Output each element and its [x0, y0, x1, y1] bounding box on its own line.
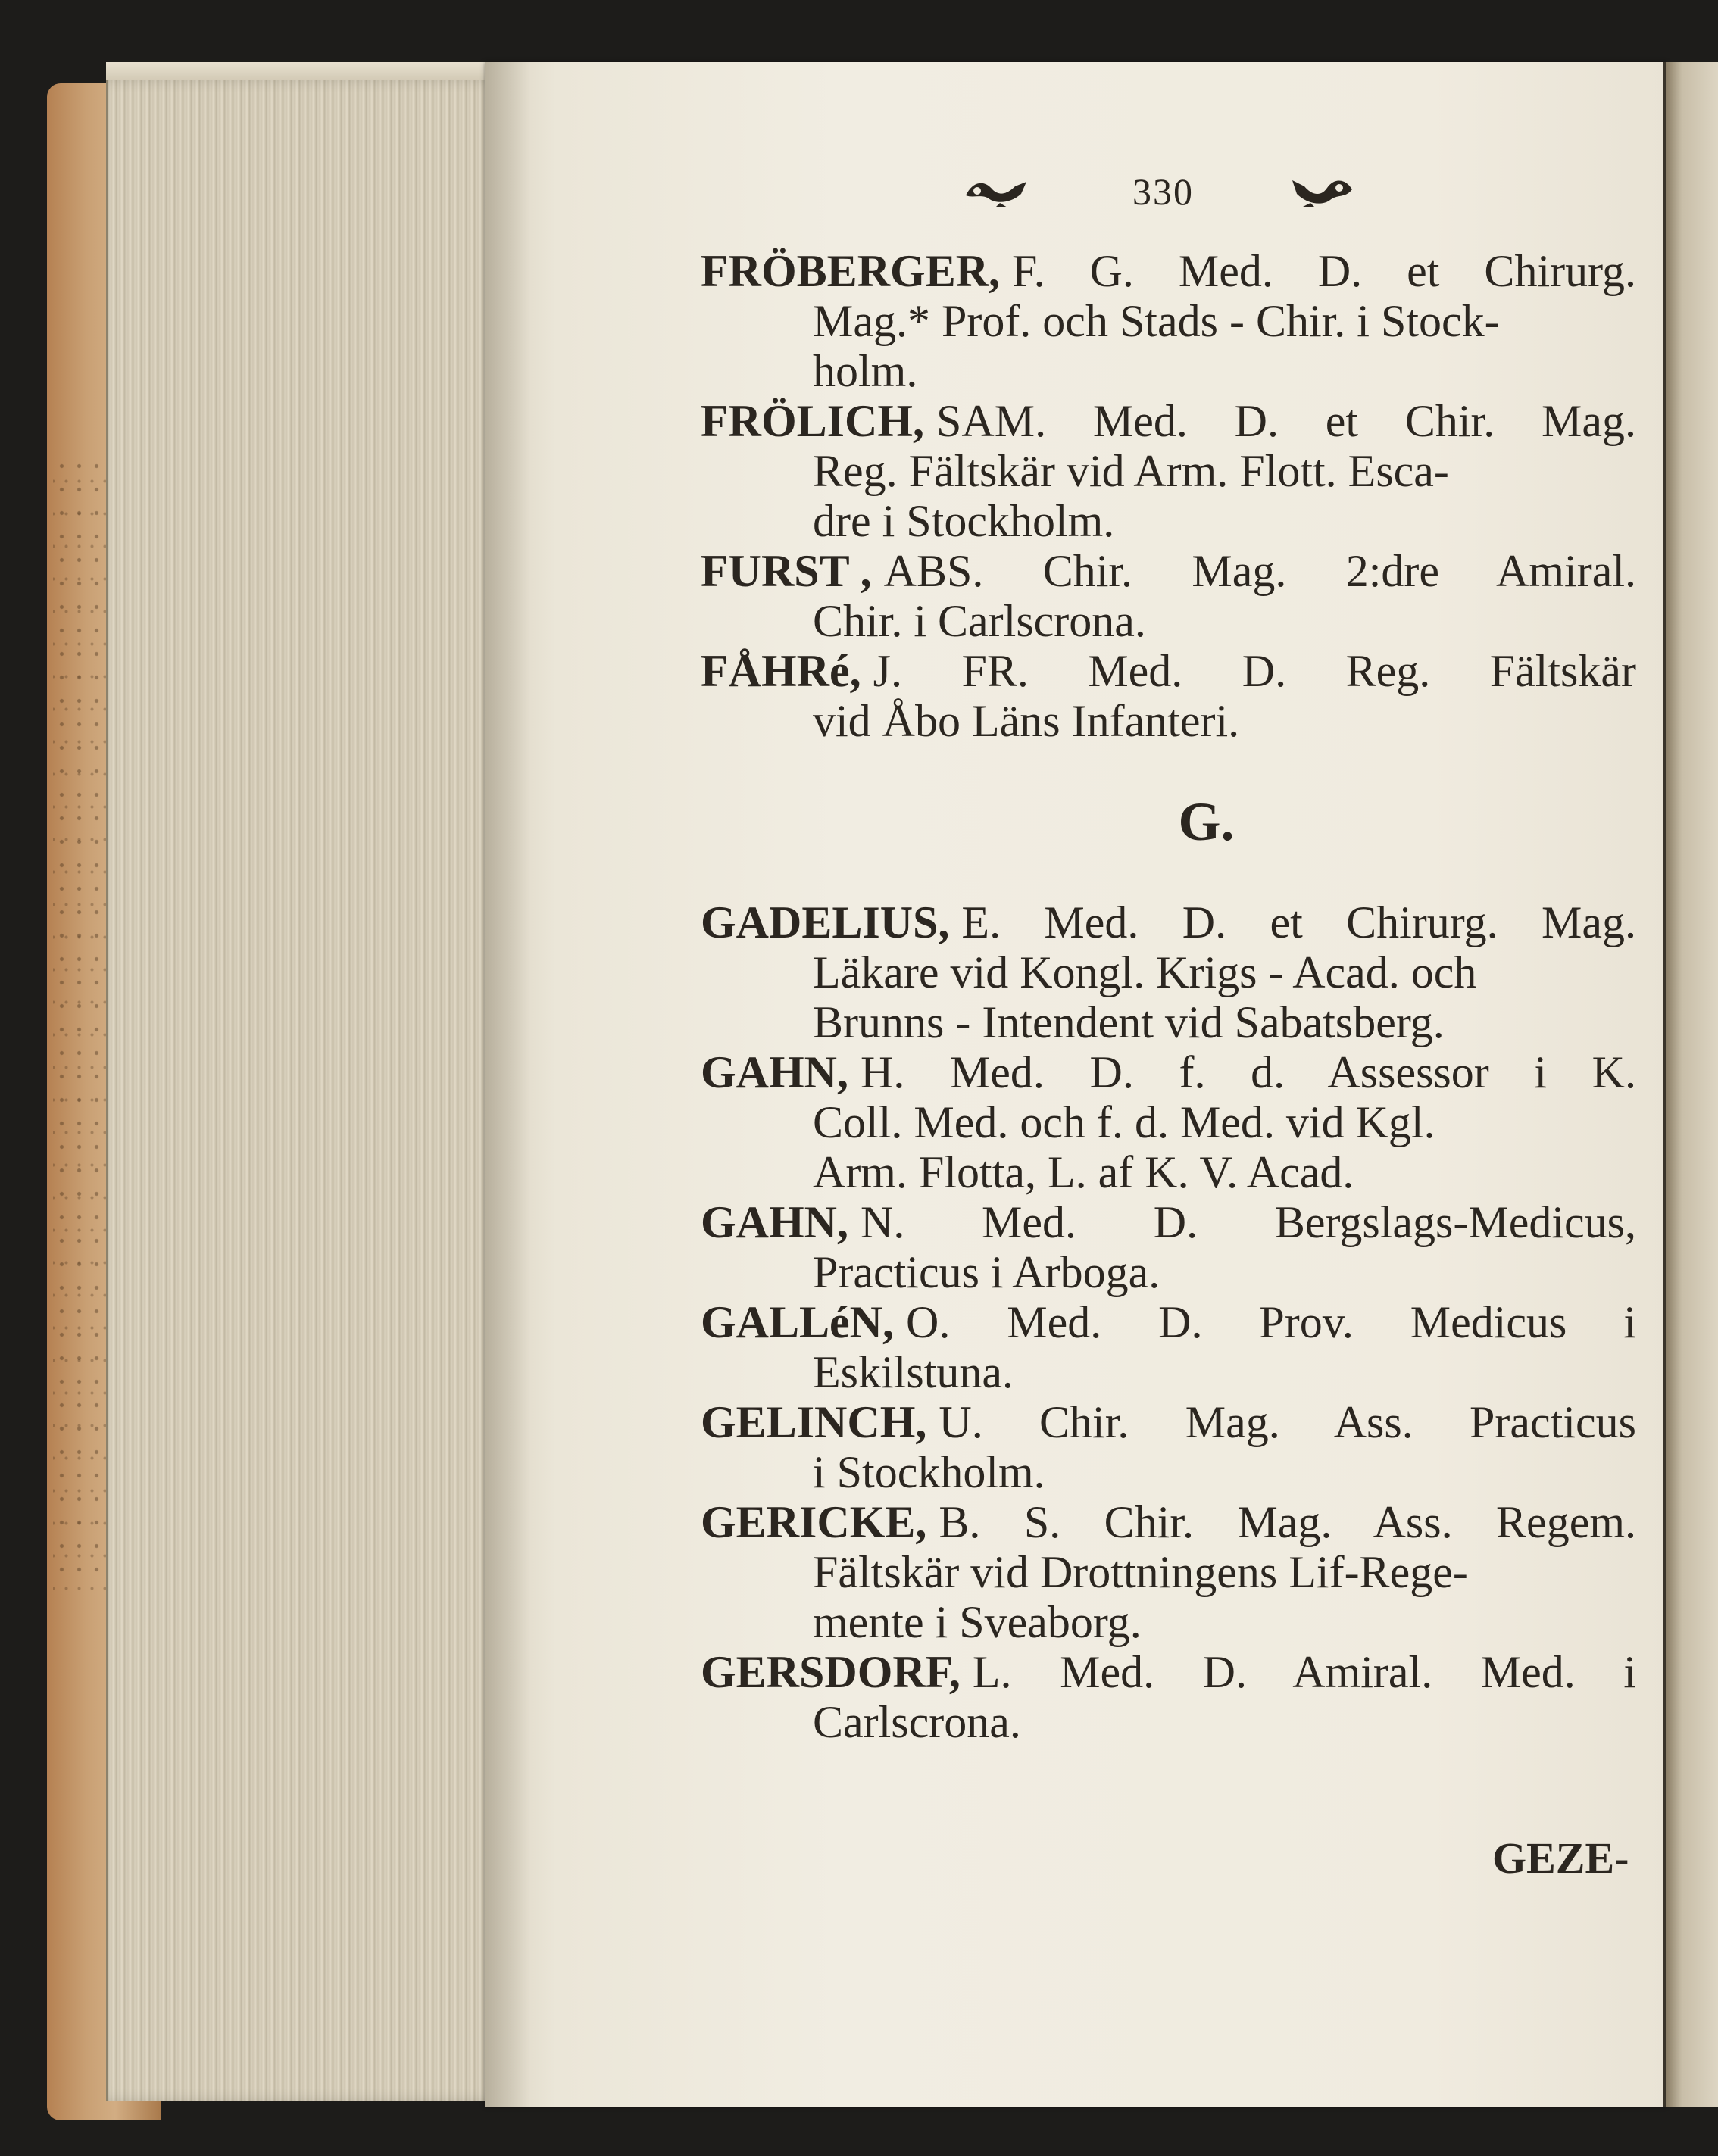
- entry-continuation-line: mente i Sveaborg.: [813, 1597, 1142, 1647]
- entry-heading-line: [701, 1497, 1636, 1547]
- entry-details: H. Med. D. f. d. Assessor i K.: [861, 1047, 1636, 1097]
- entry-continuation-line: Fältskär vid Drottningens Lif-Rege-: [813, 1547, 1468, 1597]
- register-entry: [701, 1497, 1636, 1647]
- page-number: 330: [1132, 170, 1194, 213]
- entry-heading-line: [701, 546, 1636, 596]
- entry-continuation-line: holm.: [813, 346, 918, 396]
- entry-heading-line: [701, 897, 1636, 947]
- entry-heading-line: [701, 246, 1636, 296]
- entry-surname: FRÖBERGER,: [701, 246, 1001, 296]
- entry-surname: GALLéN,: [701, 1297, 894, 1347]
- catchword: GEZE-: [1492, 1833, 1629, 1883]
- register-entry: [701, 246, 1636, 396]
- entry-surname: FÅHRé,: [701, 646, 861, 696]
- entry-surname: GERICKE,: [701, 1497, 927, 1547]
- page-fore-edges: [106, 80, 501, 2101]
- entry-continuation-line: i Stockholm.: [813, 1447, 1045, 1497]
- entry-continuation-line: Läkare vid Kongl. Krigs - Acad. och: [813, 947, 1477, 997]
- entry-details: SAM. Med. D. et Chir. Mag.: [936, 396, 1636, 446]
- entry-details: ABS. Chir. Mag. 2:dre Amiral.: [883, 546, 1636, 596]
- entry-heading-line: [701, 396, 1636, 446]
- register-entry: [701, 897, 1636, 1047]
- register-entry: [701, 1047, 1636, 1197]
- entry-details: J. FR. Med. D. Reg. Fältskär: [873, 646, 1636, 696]
- entry-continuation-line: Coll. Med. och f. d. Med. vid Kgl.: [813, 1097, 1435, 1147]
- entry-continuation-line: dre i Stockholm.: [813, 496, 1115, 546]
- entry-details: E. Med. D. et Chirurg. Mag.: [961, 897, 1636, 947]
- entry-continuation-line: Practicus i Arboga.: [813, 1247, 1160, 1297]
- entry-heading-line: [701, 1297, 1636, 1347]
- register-entry: [701, 646, 1636, 746]
- entry-continuation-line: Arm. Flotta, L. af K. V. Acad.: [813, 1147, 1354, 1197]
- next-page-edge: [1666, 62, 1718, 2107]
- entry-continuation-line: Mag.* Prof. och Stads - Chir. i Stock-: [813, 296, 1500, 346]
- entry-surname: FRÖLICH,: [701, 396, 925, 446]
- entry-heading-line: [701, 1397, 1636, 1447]
- entry-surname: GAHN,: [701, 1047, 848, 1097]
- entry-details: F. G. Med. D. et Chirurg.: [1012, 246, 1636, 296]
- entry-surname: GERSDORF,: [701, 1647, 961, 1697]
- entry-surname: GADELIUS,: [701, 897, 950, 947]
- right-ornament-icon: [1288, 173, 1356, 211]
- entry-surname: GELINCH,: [701, 1397, 927, 1447]
- entry-heading-line: [701, 1647, 1636, 1697]
- page-header: [932, 159, 1310, 227]
- entry-surname: GAHN,: [701, 1197, 848, 1247]
- entry-continuation-line: Carlscrona.: [813, 1697, 1021, 1747]
- entry-details: B. S. Chir. Mag. Ass. Regem.: [939, 1497, 1636, 1547]
- register-entry: [701, 1197, 1636, 1297]
- entries-g-section: [701, 897, 1636, 1747]
- entry-details: U. Chir. Mag. Ass. Practicus: [939, 1397, 1636, 1447]
- entry-continuation-line: Eskilstuna.: [813, 1347, 1014, 1397]
- entry-heading-line: [701, 1197, 1636, 1247]
- entries-f-section: [701, 246, 1636, 746]
- entry-surname: FURST ,: [701, 546, 872, 596]
- register-entries: [701, 246, 1636, 1747]
- register-entry: [701, 1297, 1636, 1397]
- entry-continuation-line: Brunns - Intendent vid Sabatsberg.: [813, 997, 1445, 1047]
- left-ornament-icon: [962, 173, 1030, 211]
- register-entry: [701, 1647, 1636, 1747]
- entry-continuation-line: vid Åbo Läns Infanteri.: [813, 696, 1240, 746]
- entry-continuation-line: Reg. Fältskär vid Arm. Flott. Esca-: [813, 446, 1449, 496]
- entry-heading-line: [701, 646, 1636, 696]
- entry-continuation-line: Chir. i Carlscrona.: [813, 596, 1146, 646]
- gutter-shadow: [485, 62, 530, 2107]
- register-entry: [701, 546, 1636, 646]
- register-entry: [701, 1397, 1636, 1497]
- entry-heading-line: [701, 1047, 1636, 1097]
- entry-details: L. Med. D. Amiral. Med. i: [972, 1647, 1636, 1697]
- entry-details: O. Med. D. Prov. Medicus i: [906, 1297, 1636, 1347]
- register-entry: [701, 396, 1636, 546]
- entry-details: N. Med. D. Bergslags-Medicus,: [861, 1197, 1636, 1247]
- section-letter-g: G.: [1178, 791, 1235, 852]
